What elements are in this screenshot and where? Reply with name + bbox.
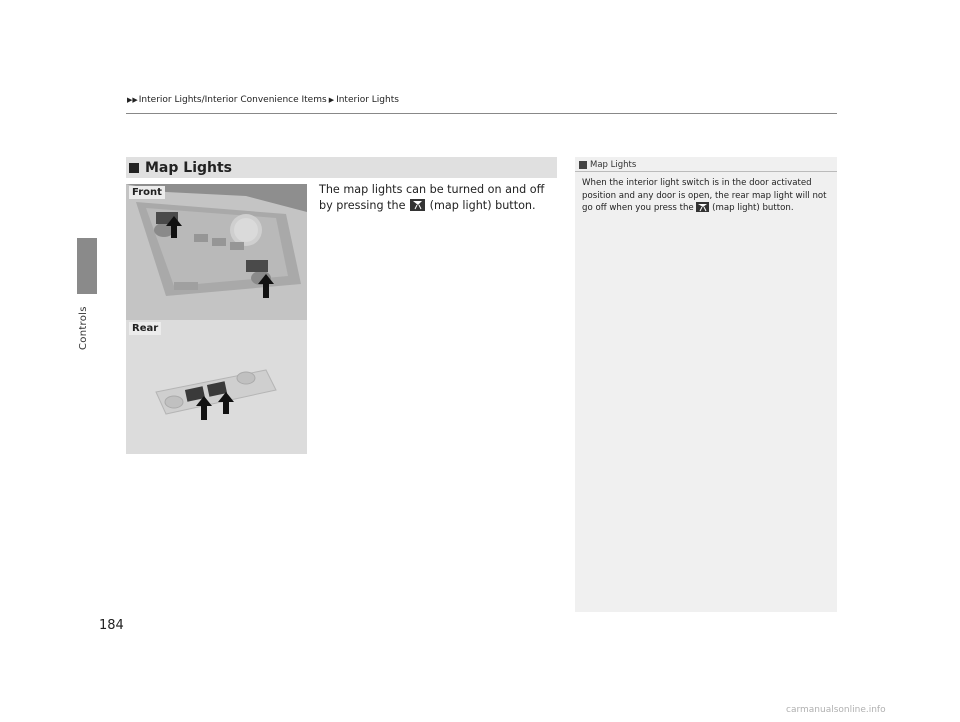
note-divider <box>575 171 837 172</box>
rear-map-light-photo <box>126 320 307 454</box>
header-divider <box>126 113 837 114</box>
watermark: carmanualsonline.info <box>786 705 886 715</box>
rear-label: Rear <box>129 322 161 335</box>
breadcrumb-item[interactable]: Interior Lights <box>336 95 399 105</box>
body-text-end: (map light) button. <box>429 199 536 212</box>
page-number: 184 <box>99 618 124 633</box>
section-header <box>126 157 557 178</box>
breadcrumb <box>126 95 399 105</box>
map-light-icon <box>410 199 425 211</box>
map-light-icon <box>696 202 709 212</box>
chapter-tab <box>77 238 97 294</box>
note-text-start: When the interior light switch is in the door activated position and any door is open, the rear map light will not go off when you press the <box>582 178 827 213</box>
front-label: Front <box>129 186 165 199</box>
note-heading <box>579 160 636 170</box>
note-title: Map Lights <box>590 160 637 170</box>
note-paragraph <box>582 177 834 215</box>
breadcrumb-arrow-icon: ▶▶ <box>127 96 138 104</box>
chapter-label: Controls <box>78 306 89 350</box>
body-paragraph <box>319 182 559 214</box>
section-title: Map Lights <box>145 159 233 176</box>
body-text-start: The map lights can be turned on and off by pressing the <box>319 183 545 212</box>
breadcrumb-item[interactable]: Interior Lights/Interior Convenience Items <box>138 95 327 105</box>
note-reference-icon <box>579 161 587 169</box>
front-map-light-photo <box>126 184 307 321</box>
note-panel <box>575 157 837 612</box>
note-text-end: (map light) button. <box>712 203 794 213</box>
section-square-icon <box>129 163 139 173</box>
breadcrumb-arrow-icon: ▶ <box>328 96 335 104</box>
